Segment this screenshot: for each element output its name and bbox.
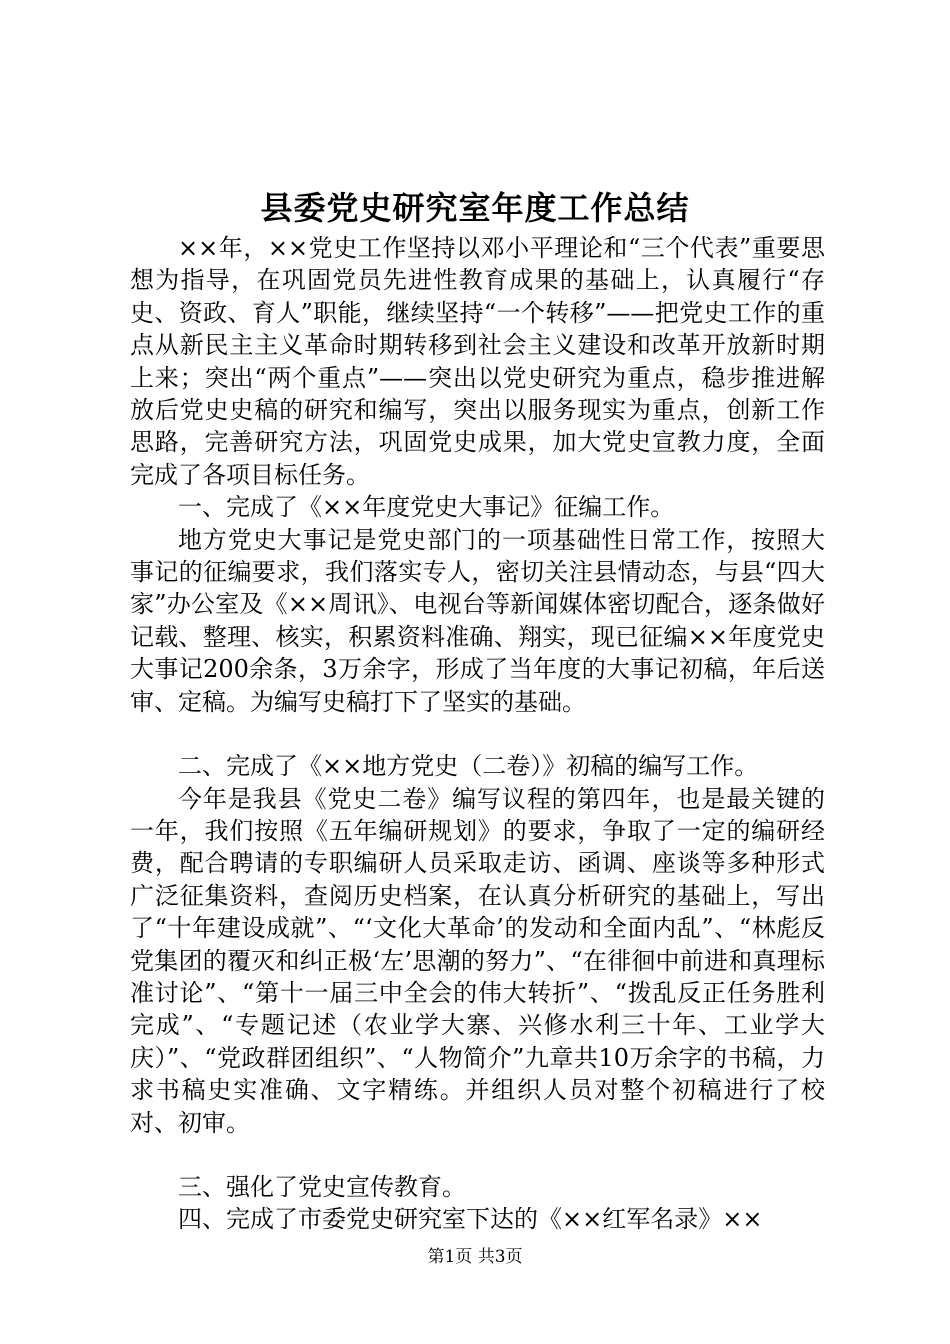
section-2-paragraph: 今年是我县《党史二卷》编写议程的第四年，也是最关键的一年，我们按照《五年编研规划》的要求，争取了一定的编研经费，配合聘请的专职编研人员采取走访、函调、座谈等多种形式广泛征集资料，查阅历史档案，在认真分析研究的基础上，写出了“十年建设成就”、“‘文化大革命’的发动和全面内乱”、“林彪反党集团的覆灭和纠正极‘左’思潮的努力”、“在徘徊中前进和真理标准讨论”、“第十一届三中全会的伟大转折”、“拨乱反正任务胜利完成”、“专题记述（农业学大寨、兴修水利三十年、工业学大庆）”、“党政群团组织”、“人物简介”九章共10万余字的书稿，力求书稿史实准确、文字精练。并组织人员对整个初稿进行了校对、初审。 — [130, 784, 825, 1137]
section-heading-1: 一、完成了《××年度党史大事记》征编工作。 — [178, 493, 675, 522]
document-title: 县委党史研究室年度工作总结 — [260, 189, 690, 227]
intro-paragraph: ××年，××党史工作坚持以邓小平理论和“三个代表”重要思想为指导，在巩固党员先进性教育成果的基础上，认真履行“存史、资政、育人”职能，继续坚持“一个转移”——把党史工作的重点从新民主主义革命时期转移到社会主义建设和改革开放新时期上来；突出“两个重点”——突出以党史研究为重点，稳步推进解放后党史史稿的研究和编写，突出以服务现实为重点，创新工作思路，完善研究方法，巩固党史成果，加大党史宣教力度，全面完成了各项目标任务。 — [130, 234, 825, 489]
paragraph-gap — [130, 1139, 825, 1171]
page-footer: 第1页 共3页 — [427, 1247, 523, 1267]
section-heading-3: 三、强化了党史宣传教育。 — [178, 1172, 466, 1201]
section-heading-4: 四、完成了市委党史研究室下达的《××红军名录》×× — [178, 1205, 763, 1234]
paragraph-gap — [130, 718, 825, 750]
section-heading-2: 二、完成了《××地方党史（二卷）》初稿的编写工作。 — [178, 752, 759, 781]
document-body — [130, 232, 825, 1236]
section-1-paragraph: 地方党史大事记是党史部门的一项基础性日常工作，按照大事记的征编要求，我们落实专人，密切关注县情动态，与县“四大家”办公室及《××周讯》、电视台等新闻媒体密切配合，逐条做好记载、整理、核实，积累资料准确、翔实，现已征编××年度党史大事记200余条，3万余字，形成了当年度的大事记初稿，年后送审、定稿。为编写史稿打下了坚实的基础。 — [130, 525, 825, 716]
